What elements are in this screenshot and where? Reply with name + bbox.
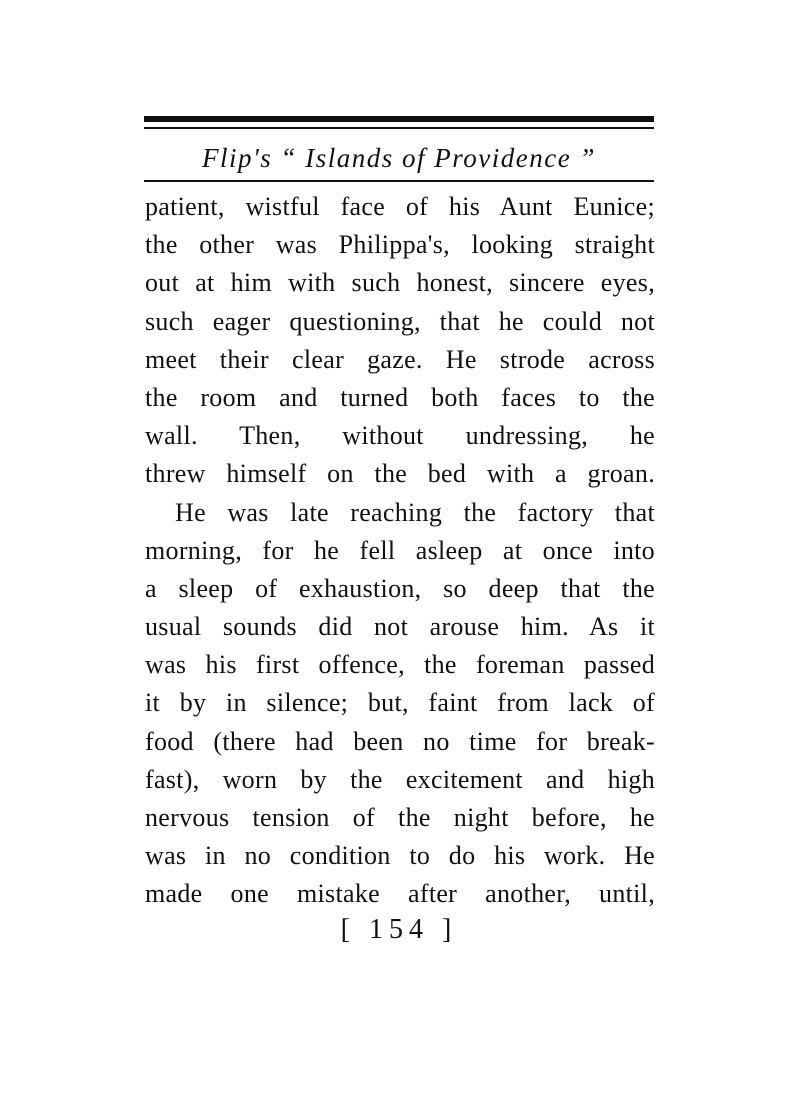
text-line: such eager questioning, that he could not bbox=[145, 306, 655, 336]
text-line: fast), worn by the excitement and high bbox=[145, 764, 655, 794]
text-line: a sleep of exhaustion, so deep that the bbox=[145, 573, 655, 603]
text-line: food (there had been no time for break- bbox=[145, 726, 655, 756]
text-line: wall. Then, without undressing, he bbox=[145, 421, 655, 451]
body-text bbox=[145, 188, 655, 914]
page-number: [ 154 ] bbox=[340, 914, 458, 945]
text-line: morning, for he fell asleep at once into bbox=[145, 535, 655, 565]
running-head: Flip's “ Islands of Providence ” bbox=[201, 143, 596, 173]
text-line: nervous tension of the night before, he bbox=[145, 803, 655, 832]
text-line: usual sounds did not arouse him. As it bbox=[145, 612, 655, 642]
text-line: threw himself on the bed with a groan. bbox=[145, 459, 655, 489]
text-line: was his first offence, the foreman passed bbox=[145, 650, 655, 680]
text-line: was in no condition to do his work. He bbox=[145, 841, 655, 871]
text-line: out at him with such honest, sincere eyes, bbox=[145, 268, 655, 298]
header-rule-thin bbox=[144, 127, 654, 129]
text-line-paragraph-start: He was late reaching the factory that bbox=[175, 497, 655, 527]
text-line: meet their clear gaze. He strode across bbox=[145, 344, 655, 374]
header-rule-thick bbox=[144, 116, 654, 122]
text-line: patient, wistful face of his Aunt Eunice; bbox=[145, 192, 655, 221]
text-line: the other was Philippa's, looking straight bbox=[145, 230, 655, 260]
header-rule-bottom bbox=[144, 180, 654, 182]
text-line: the room and turned both faces to the bbox=[145, 382, 655, 412]
text-line: it by in silence; but, faint from lack of bbox=[145, 688, 655, 718]
text-line: made one mistake after another, until, bbox=[145, 879, 655, 909]
